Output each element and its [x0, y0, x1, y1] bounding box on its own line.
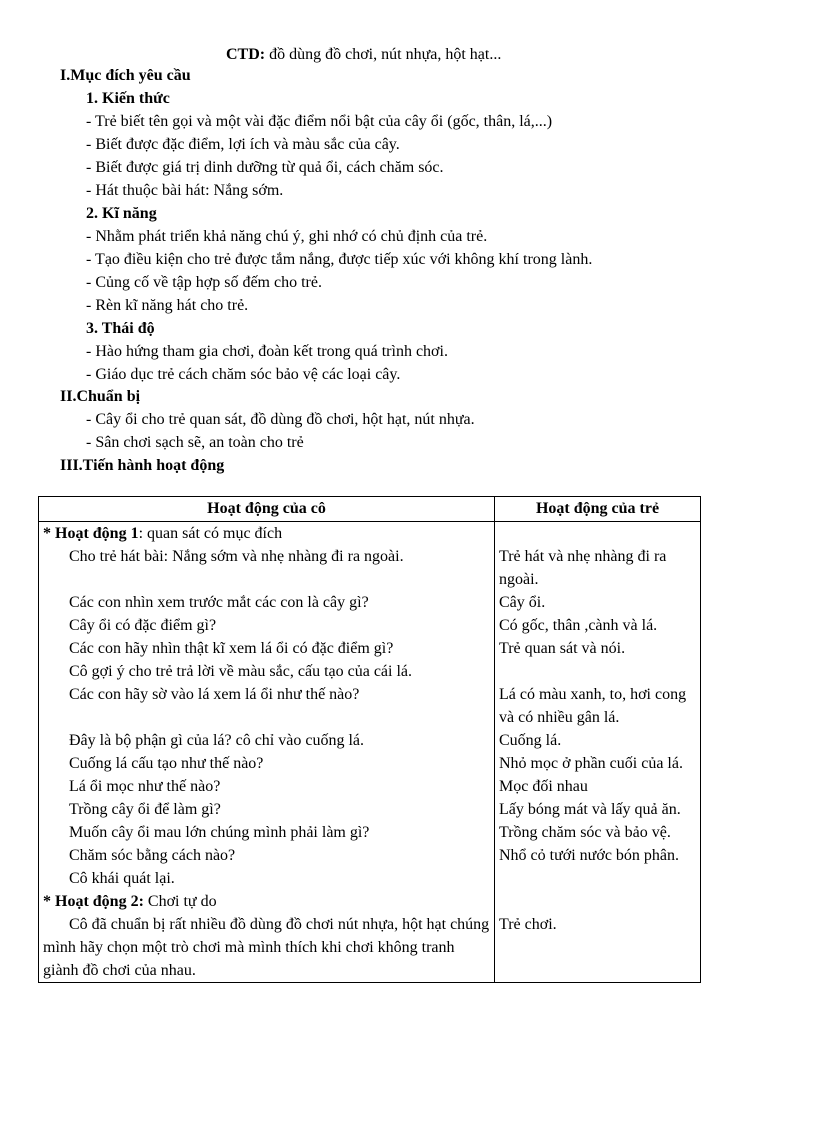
table-row — [39, 637, 701, 660]
teacher-cell: Lá ổi mọc như thế nào? — [39, 775, 495, 798]
table-row — [39, 798, 701, 821]
list-item: - Sân chơi sạch sẽ, an toàn cho trẻ — [86, 434, 304, 451]
child-cell: Trồng chăm sóc và bảo vệ. — [495, 821, 701, 844]
child-cell — [495, 660, 701, 683]
teacher-cell: Cô gợi ý cho trẻ trả lời về màu sắc, cấu tạo của cái lá. — [39, 660, 495, 683]
list-item: - Tạo điều kiện cho trẻ được tắm nắng, được tiếp xúc với không khí trong lành. — [86, 251, 593, 268]
list-item: - Trẻ biết tên gọi và một vài đặc điểm nổi bật của cây ổi (gốc, thân, lá,...) — [86, 113, 553, 130]
table-row — [39, 867, 701, 890]
table-row — [39, 660, 701, 683]
activity-2-label: * Hoạt động 2: — [43, 893, 144, 910]
page-title — [226, 44, 501, 66]
table-row — [39, 545, 701, 591]
subheading-knowledge: 1. Kiến thức — [86, 90, 170, 107]
child-cell: Trẻ hát và nhẹ nhàng đi ra ngoài. — [495, 545, 701, 591]
teacher-cell: Các con hãy sờ vào lá xem lá ổi như thế nào? — [39, 683, 495, 729]
teacher-cell: Cuống lá cấu tạo như thế nào? — [39, 752, 495, 775]
teacher-cell: Chăm sóc bằng cách nào? — [39, 844, 495, 867]
list-item: - Rèn kĩ năng hát cho trẻ. — [86, 297, 249, 314]
title-text: đồ dùng đồ chơi, nút nhựa, hột hạt... — [265, 46, 502, 63]
table-row — [39, 844, 701, 867]
table-row — [39, 729, 701, 752]
teacher-cell: Muốn cây ổi mau lớn chúng mình phải làm gì? — [39, 821, 495, 844]
child-cell: Lấy bóng mát và lấy quả ăn. — [495, 798, 701, 821]
section-heading-preparation: II.Chuẩn bị — [60, 388, 141, 405]
table-header-row — [39, 497, 701, 522]
list-item: - Biết được giá trị dinh dưỡng từ quả ổi, cách chăm sóc. — [86, 159, 444, 176]
child-cell: Mọc đối nhau — [495, 775, 701, 798]
activity-2-text: Chơi tự do — [143, 893, 217, 910]
teacher-cell: Trồng cây ổi để làm gì? — [39, 798, 495, 821]
table-row — [39, 890, 701, 913]
teacher-cell: Cô khái quát lại. — [39, 867, 495, 890]
list-item: - Biết được đặc điểm, lợi ích và màu sắc của cây. — [86, 136, 400, 153]
table-row — [39, 683, 701, 729]
teacher-cell: Đây là bộ phận gì của lá? cô chỉ vào cuống lá. — [39, 729, 495, 752]
table-row — [39, 913, 701, 983]
table-row — [39, 821, 701, 844]
child-cell: Có gốc, thân ,cành và lá. — [495, 614, 701, 637]
list-item: - Hào hứng tham gia chơi, đoàn kết trong quá trình chơi. — [86, 343, 448, 360]
list-item: - Hát thuộc bài hát: Nắng sớm. — [86, 182, 284, 199]
child-cell: Nhổ cỏ tưới nước bón phân. — [495, 844, 701, 867]
child-cell: Lá có màu xanh, to, hơi cong và có nhiều gân lá. — [495, 683, 701, 729]
list-item: - Giáo dục trẻ cách chăm sóc bảo vệ các loại cây. — [86, 366, 401, 383]
teacher-cell: Cho trẻ hát bài: Nắng sớm và nhẹ nhàng đi ra ngoài. — [39, 545, 495, 591]
section-heading-goals: I.Mục đích yêu cầu — [60, 67, 191, 84]
activity-table — [38, 496, 701, 983]
activity-2-heading — [39, 890, 495, 913]
child-cell: Nhỏ mọc ở phần cuối của lá. — [495, 752, 701, 775]
table-row — [39, 522, 701, 546]
section-heading-activities: III.Tiến hành hoạt động — [60, 457, 225, 474]
teacher-cell: Cây ổi có đặc điểm gì? — [39, 614, 495, 637]
child-cell: Trẻ quan sát và nói. — [495, 637, 701, 660]
subheading-skills: 2. Kĩ năng — [86, 205, 157, 222]
teacher-cell: Các con hãy nhìn thật kĩ xem lá ổi có đặc điểm gì? — [39, 637, 495, 660]
title-label: CTD: — [226, 46, 266, 63]
child-cell — [495, 867, 701, 890]
table-row — [39, 752, 701, 775]
teacher-cell: Cô đã chuẩn bị rất nhiều đồ dùng đồ chơi nút nhựa, hột hạt chúng mình hãy chọn một trò chơi mà mình thích khi chơi không tranh giành đồ chơi của nhau. — [39, 913, 495, 983]
child-cell: Cuống lá. — [495, 729, 701, 752]
table-row — [39, 614, 701, 637]
list-item: - Củng cố về tập hợp số đếm cho trẻ. — [86, 274, 322, 291]
subheading-attitude: 3. Thái độ — [86, 320, 155, 337]
list-item: - Cây ổi cho trẻ quan sát, đồ dùng đồ chơi, hột hạt, nút nhựa. — [86, 411, 475, 428]
activity-1-heading — [39, 522, 495, 546]
teacher-cell: Các con nhìn xem trước mắt các con là cây gì? — [39, 591, 495, 614]
list-item: - Nhằm phát triển khả năng chú ý, ghi nhớ có chủ định của trẻ. — [86, 228, 488, 245]
column-header-child: Hoạt động của trẻ — [495, 497, 701, 522]
table-cell — [495, 890, 701, 913]
table-row — [39, 591, 701, 614]
table-cell — [495, 522, 701, 546]
child-cell: Trẻ chơi. — [495, 913, 701, 983]
activity-1-label: * Hoạt động 1 — [43, 525, 139, 542]
table-row — [39, 775, 701, 798]
activity-1-text: : quan sát có mục đích — [138, 525, 283, 542]
column-header-teacher: Hoạt động của cô — [39, 497, 495, 522]
child-cell: Cây ổi. — [495, 591, 701, 614]
